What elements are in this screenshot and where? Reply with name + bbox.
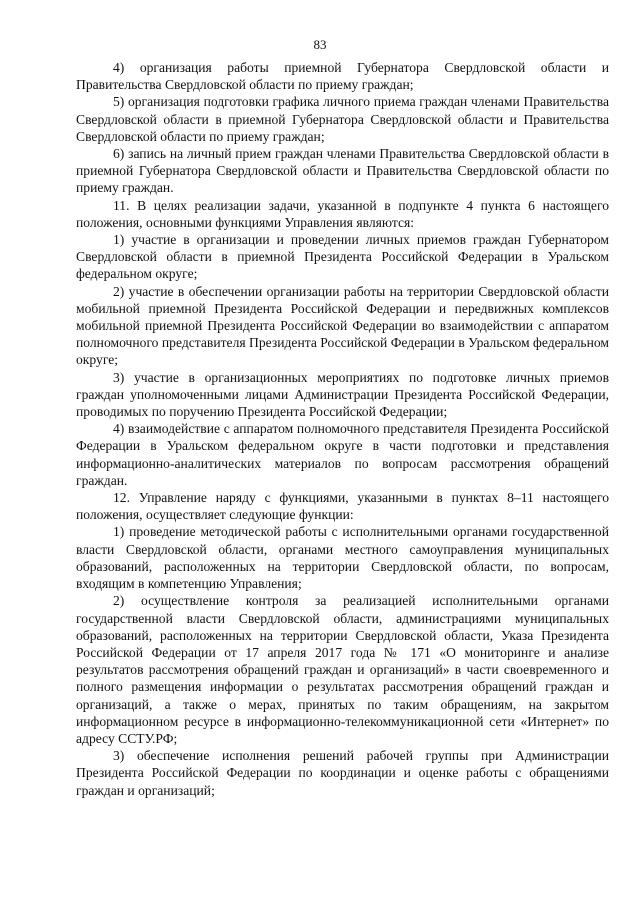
paragraph-section-12-item-3: 3) обеспечение исполнения решений рабочей группы при Администрации Президента Российской Федерации по координации и оценке работы с обращениями граждан и организаций; xyxy=(76,748,609,798)
page-number: 83 xyxy=(313,37,327,52)
paragraph-item-4-reception: 4) организация работы приемной Губернатора Свердловской области и Правительства Свердловской области по приему граждан; xyxy=(76,60,609,93)
paragraph-section-12: 12. Управление наряду с функциями, указанными в пунктах 8–11 настоящего положения, осуществляет следующие функции: xyxy=(76,490,609,523)
paragraph-section-11-item-1: 1) участие в организации и проведении личных приемов граждан Губернатором Свердловской области в приемной Президента Российской Федерации в Уральском федеральном округе; xyxy=(76,232,609,282)
paragraph-section-11-item-4: 4) взаимодействие с аппаратом полномочного представителя Президента Российской Федерации в Уральском федеральном округе в части подготовки и представления информационно-аналитических материалов по вопросам рассмотрения обращений граждан. xyxy=(76,421,609,488)
paragraph-item-6-appointment: 6) запись на личный прием граждан членами Правительства Свердловской области в приемной Губернатора Свердловской области и Правительства Свердловской области по приему граждан. xyxy=(76,146,609,196)
paragraph-section-11-item-3: 3) участие в организационных мероприятиях по подготовке личных приемов граждан уполномоченными лицами Администрации Президента Российской Федерации, проводимых по поручению Президента Российской Федерации; xyxy=(76,369,609,420)
paragraph-section-12-item-1: 1) проведение методической работы с исполнительными органами государственной власти Свердловской области, органами местного самоуправления муниципальных образований, расположенных на территории Свердловской области, по вопросам, входящим в компетенцию Управления; xyxy=(76,524,609,592)
document-body xyxy=(76,59,609,799)
paragraph-section-11: 11. В целях реализации задачи, указанной в подпункте 4 пункта 6 настоящего положения, основными функциями Управления являются: xyxy=(76,197,609,230)
paragraph-section-12-item-2: 2) осуществление контроля за реализацией исполнительными органами государственной власти Свердловской области, администрациями муниципальных образований, расположенных на территории Свердловской области, Указа Президента Российской Федерации от 17 апреля 2017 года № 171 «О мониторинге и анализе результатов рассмотрения обращений граждан и организаций» в части своевременного и полного размещения информации о результатах рассмотрения обращений граждан и организаций, а также о мерах, принятых по таким обращениям, на закрытом информационном ресурсе в информационно-телекоммуникационной сети «Интернет» по адресу ССТУ.РФ; xyxy=(76,593,609,746)
paragraph-item-5-schedule: 5) организация подготовки графика личного приема граждан членами Правительства Свердловской области в приемной Губернатора Свердловской области и Правительства Свердловской области по приему граждан; xyxy=(76,94,609,144)
paragraph-section-11-item-2: 2) участие в обеспечении организации работы на территории Свердловской области мобильной приемной Президента Российской Федерации и передвижных комплексов мобильной приемной Президента Российской Федерации во взаимодействии с аппаратом полномочного представителя Президента Российской Федерации в Уральском федеральном округе; xyxy=(76,283,609,368)
